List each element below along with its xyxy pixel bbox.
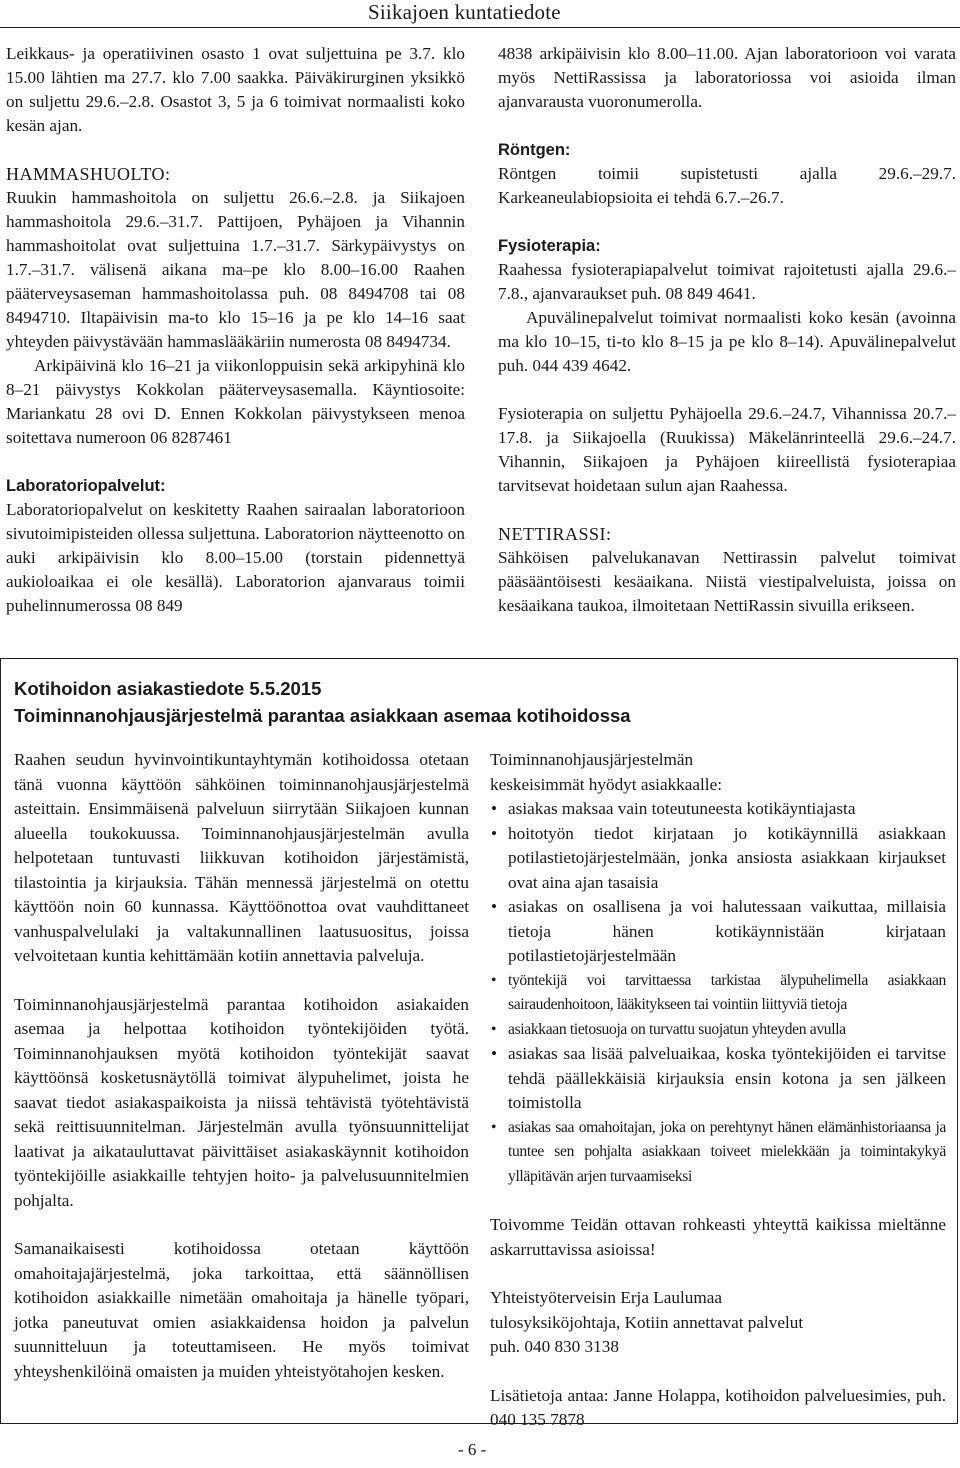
notice-paragraph-1: Raahen seudun hyvinvointikuntayhtymän kotihoidossa otetaan tänä vuonna käyttöön sähköinen toiminnanohjausjärjestelmä asteittain. Ensimmäisenä palveluun siirrytään Siikajoen kunnan alueella toukokuussa. Toiminnanohjausjärjestelmän avulla helpotetaan tuntuvasti liikkuvan kotihoidon järjestämistä, tilastointia ja kirjauksia. Tähän mennessä järjestelmä on otettu käyttöön noin 60 kunnassa. Käyttöönottoa ovat vauhdittaneet vanhuspalvelulaki ja valtakunnallinen laatusuositus, joissa velvoitetaan kuntia kehittämään kotiin annettavia palveluja.	[14, 750, 469, 965]
nettirassi-paragraph: Sähköisen palvelukanavan Nettirassin palvelut toimivat pääsääntöisesti kesäaikana. Niistä viestipalveluista, joissa on kesäaikana taukoa, ilmoitetaan NettiRassin sivuilla erikseen.	[498, 548, 956, 615]
notice-title: Kotihoidon asiakastiedote 5.5.2015	[14, 678, 322, 699]
list-item: • hoitotyön tiedot kirjataan jo kotikäynnillä asiakkaan potilastietojärjestelmään, jonka ansiosta asiakkaan kirjaukset ovat aina ajan tasaisia	[490, 822, 946, 896]
notice-subtitle: Toiminnanohjausjärjestelmä parantaa asiakkaan asemaa kotihoidossa	[14, 705, 631, 726]
xray-heading: Röntgen:	[498, 141, 571, 159]
dental-care-paragraph: Ruukin hammashoitola on suljettu 26.6.–2.8. ja Siikajoen hammashoitola 29.6.–31.7. Pattijoen, Pyhäjoen ja Vihannin hammashoitolat ovat suljettuina 1.7.–31.7. Särkypäivystys on 1.7.–31.7. välisenä aikana ma–pe klo 8.00–16.00 Raahen pääterveysaseman hammashoitolassa puh. 08 8494708 tai 08 8494710. Iltapäivisin ma-to klo 15–16 ja pe klo 14–16 saat yhteyden päivystävään hammaslääkäriin numerosta 08 8494734.	[6, 188, 465, 351]
physiotherapy-paragraph-2: Apuvälinepalvelut toimivat normaalisti koko kesän (avoinna ma klo 10–15, ti-to klo 8–15 ja pe klo 8–14). Apuvälinepalvelut puh. 044 439 4642.	[498, 308, 956, 375]
physiotherapy-paragraph-1: Raahessa fysioterapiapalvelut toimivat rajoitetusti ajalla 29.6.–7.8., ajanvaraukset puh. 08 849 4641.	[498, 260, 956, 303]
page-header-title: Siikajoen kuntatiedote	[368, 0, 561, 24]
header-divider	[0, 27, 960, 28]
laboratory-paragraph: Laboratoriopalvelut on keskitetty Raahen sairaalan laboratorioon sivutoimipisteiden ollessa suljettuna. Laboratorion näytteenotto on auki arkipäivisin klo 8.00–15.00 (torstain pidennettyä aukioloaikaa ei ole kesällä). Laboratorion ajanvaraus toimii puhelinnumerossa 08 849	[6, 500, 465, 615]
list-item: • asiakas saa lisää palveluaikaa, koska työntekijöiden ei tarvitse tehdä päällekkäisiä kirjauksia ensin kotona ja sen jälkeen toimistolla	[490, 1042, 946, 1116]
hospital-closures-paragraph: Leikkaus- ja operatiivinen osasto 1 ovat suljettuina pe 3.7. klo 15.00 lähtien ma 27.7. klo 7.00 saakka. Päiväkirurginen yksikkö on suljettu 29.6.–2.8. Osastot 3, 5 ja 6 toimivat normaalisti koko kesän ajan.	[6, 44, 465, 135]
dental-care-heading: HAMMASHUOLTO:	[6, 164, 171, 184]
laboratory-heading: Laboratoriopalvelut:	[6, 477, 166, 495]
signature-phone: puh. 040 830 3138	[490, 1337, 619, 1356]
list-item: • asiakas maksaa vain toteutuneesta kotikäyntiajasta	[490, 797, 946, 822]
more-info-paragraph: Lisätietoja antaa: Janne Holappa, kotihoidon palveluesimies, puh. 040 135 7878	[490, 1385, 946, 1429]
signature-line-1: Yhteistyöterveisin Erja Laulumaa	[490, 1288, 722, 1307]
nettirassi-heading: NETTIRASSI:	[498, 524, 612, 544]
list-item: • asiakkaan tietosuoja on turvattu suojatun yhteyden avulla	[490, 1018, 946, 1043]
closing-paragraph: Toivomme Teidän ottavan rohkeasti yhteyttä kaikissa mieltänne askarruttavissa asioissa!	[490, 1215, 946, 1259]
notice-paragraph-2: Toiminnanohjausjärjestelmä parantaa kotihoidon asiakaiden asemaa ja helpottaa kotihoidon työntekijöiden työtä. Toiminnanohjauksen myötä kotihoidon työntekijät saavat käyttöönsä kosketusnäytöllä toimivat älypuhelimet, joista he saavat tiedot asiakaspaikoista ja niissä tehtävistä työtehtävistä sekä reittisuunnitelman. Järjestelmän avulla työnsuunnittelijat laativat ja aikatauluttavat päivittäiset asiakaskäynnit kotihoidon työntekijöille asiakkaille tehtyjen hoito- ja palvelusuunnitelmien pohjalta.	[14, 994, 469, 1210]
page-number: - 6 -	[458, 1440, 487, 1459]
physiotherapy-paragraph-3: Fysioterapia on suljettu Pyhäjoella 29.6.–24.7, Vihannissa 20.7.–17.8. ja Siikajoella (Ruukissa) Mäkelänrinteellä 29.6.–24.7. Vihannin, Siikajoen ja Pyhäjoen kiireellistä fysioterapiaa tarvitsevat hoidetaan sulun ajan Raahessa.	[498, 404, 956, 495]
notice-left-column	[14, 748, 469, 1384]
list-item: • työntekijä voi tarvittaessa tarkistaa älypuhelimella asiakkaan sairaudenhoitoon, lääkitykseen tai vointiin liittyviä tietoja	[490, 969, 946, 1018]
notice-right-column	[490, 748, 946, 1433]
xray-paragraph: Röntgen toimii supistetusti ajalla 29.6.–29.7. Karkeaneulabiopsioita ei tehdä 6.7.–26.7.	[498, 164, 956, 207]
list-item: • asiakas saa omahoitajan, joka on perehtynyt hänen elämänhistoriaansa ja tuntee sen pohjalta asiakkaan toiveet mielekkään ja toimintakykyä ylläpitävän arjen turvaamiseksi	[490, 1116, 946, 1190]
list-item: • asiakas on osallisena ja voi halutessaan vaikuttaa, millaisia tietoja hänen kotikäynnistään kirjataan potilastietojärjestelmään	[490, 895, 946, 969]
top-right-column	[498, 42, 956, 618]
benefits-list	[490, 797, 946, 1189]
benefits-intro-line-2: keskeisimmät hyödyt asiakkaalle:	[490, 774, 722, 794]
physiotherapy-heading: Fysioterapia:	[498, 237, 601, 255]
benefits-intro-line-1: Toiminnanohjausjärjestelmän	[490, 750, 694, 769]
home-care-notice-headings	[14, 675, 631, 729]
dental-emergency-paragraph: Arkipäivinä klo 16–21 ja viikonloppuisin sekä arkipyhinä klo 8–21 päivystys Kokkolan pääterveysasemalla. Käyntiosoite: Mariankatu 28 ovi D. Ennen Kokkolan päivystykseen menoa soitettava numeroon 06 8287461	[6, 356, 465, 447]
signature-line-2: tulosyksiköjohtaja, Kotiin annettavat palvelut	[490, 1312, 804, 1332]
top-left-column	[6, 42, 465, 618]
notice-paragraph-3: Samanaikaisesti kotihoidossa otetaan käyttöön omahoitajajärjestelmä, joka tarkoittaa, että säännöllisen kotihoidon asiakkaille nimetään omahoitaja ja hänelle työpari, jotka paneutuvat omien asiakkaidensa hoidon ja palvelun suunnitteluun ja toteuttamiseen. He myös toimivat yhteyshenkilöinä omaisten ja muiden yhteistyötahojen kesken.	[14, 1239, 469, 1381]
laboratory-continued-paragraph: 4838 arkipäivisin klo 8.00–11.00. Ajan laboratorioon voi varata myös NettiRassissa ja laboratoriossa voi asioida ilman ajanvarausta vuoronumerolla.	[498, 44, 956, 111]
